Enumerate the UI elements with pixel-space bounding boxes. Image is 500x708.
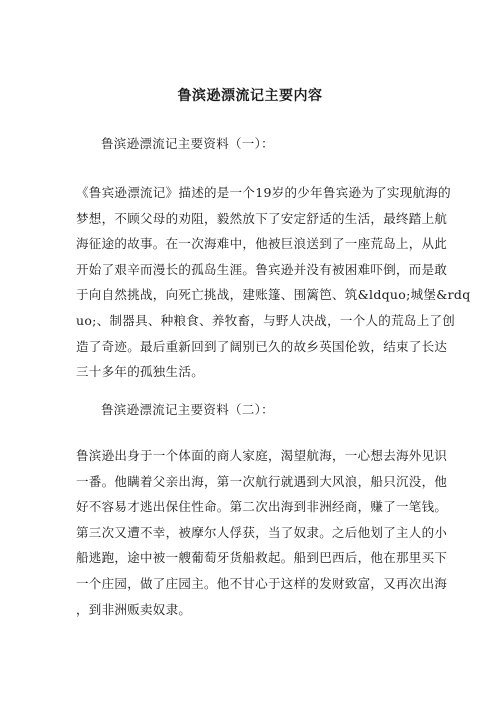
paragraph-line: 好不容易才逃出保住性命。第二次出海到非洲经商，赚了一笔钱。 (76, 499, 448, 515)
paragraph-line: 海征途的故事。在一次海难中，他被巨浪送到了一座荒岛上，从此 (76, 236, 448, 252)
section-1-heading: 鲁滨逊漂流记主要资料（一）： (101, 136, 274, 151)
section-2-paragraph (76, 443, 448, 622)
paragraph-line: 一番。他瞒着父亲出海，第一次航行就遇到大风浪，船只沉没，他 (76, 473, 448, 489)
paragraph-line: 造了奇迹。最后重新回到了阔别已久的故乡英国伦敦，结束了长达 (76, 338, 448, 354)
paragraph-line: 《鲁宾逊漂流记》描述的是一个19岁的少年鲁宾逊为了实现航海的 (76, 185, 451, 200)
paragraph-line: uo;、制器具、种粮食、养牧畜，与野人决战，一个人的荒岛上了创 (76, 312, 456, 328)
paragraph-line: 鲁滨逊出身于一个体面的商人家庭，渴望航海，一心想去海外见识 (76, 448, 448, 463)
paragraph-line: ，到非洲贩卖奴隶。 (76, 601, 192, 617)
paragraph-line: 开始了艰辛而漫长的孤岛生涯。鲁宾逊并没有被困难吓倒，而是敢 (76, 261, 448, 277)
paragraph-line: 梦想，不顾父母的劝阻，毅然放下了安定舒适的生活，最终踏上航 (76, 210, 448, 226)
paragraph-line: 第三次又遭不幸，被摩尔人俘获，当了奴隶。之后他划了主人的小 (76, 524, 448, 540)
section-2-heading: 鲁滨逊漂流记主要资料（二）： (101, 402, 274, 417)
paragraph-line: 三十多年的孤独生活。 (76, 364, 205, 380)
document-title: 鲁滨逊漂流记主要内容 (177, 88, 323, 104)
paragraph-line: 一个庄园，做了庄园主。他不甘心于这样的发财致富，又再次出海 (76, 575, 448, 591)
paragraph-line: 船逃跑，途中被一艘葡萄牙货船救起。船到巴西后，他在那里买下 (76, 550, 448, 566)
section-1-paragraph (76, 180, 471, 385)
paragraph-line: 于向自然挑战，向死亡挑战，建账篷、围篱笆、筑&ldquo;城堡&rdq (76, 287, 471, 303)
